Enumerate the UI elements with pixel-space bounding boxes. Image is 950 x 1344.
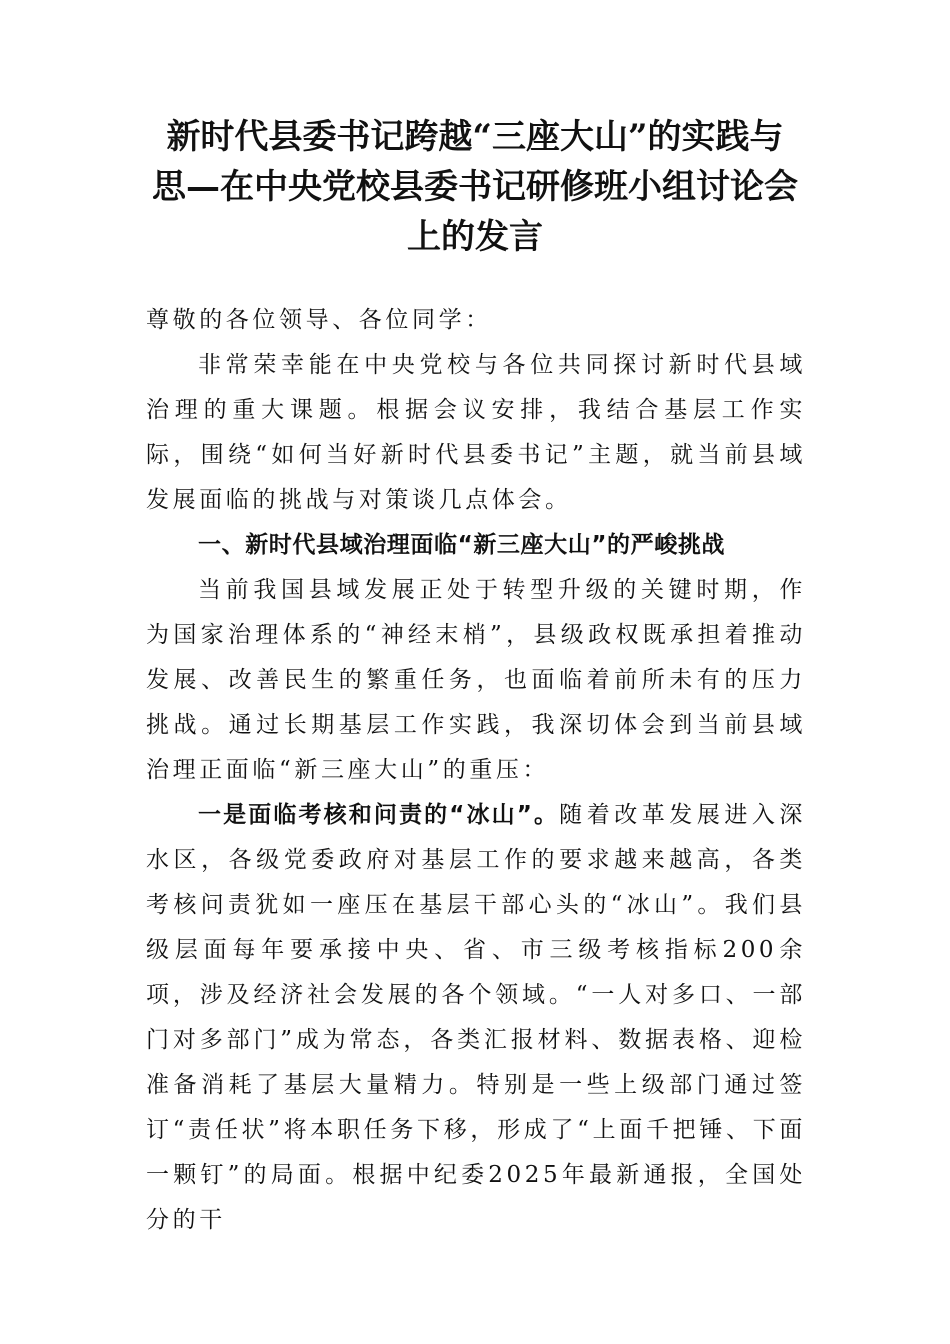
document-body	[146, 298, 806, 1243]
document-title: 新时代县委书记跨越“三座大山”的实践与思—在中央党校县委书记研修班小组讨论会上的发言	[152, 117, 798, 257]
point-1-paragraph	[146, 793, 806, 1243]
salutation: 尊敬的各位领导、各位同学：	[146, 307, 492, 333]
point-1-lead: 一是面临考核和问责的“冰山”。	[198, 802, 560, 828]
intro-paragraph: 非常荣幸能在中央党校与各位共同探讨新时代县域治理的重大课题。根据会议安排，我结合基层工作实际，围绕“如何当好新时代县委书记”主题，就当前县域发展面临的挑战与对策谈几点体会。	[146, 352, 806, 513]
section-1-paragraph: 当前我国县域发展正处于转型升级的关键时期，作为国家治理体系的“神经末梢”，县级政权既承担着推动发展、改善民生的繁重任务，也面临着前所未有的压力挑战。通过长期基层工作实践，我深切体会到当前县域治理正面临“新三座大山”的重压：	[146, 577, 806, 783]
section-heading-1: 一、新时代县域治理面临“新三座大山”的严峻挑战	[198, 532, 726, 558]
point-1-text: 随着改革发展进入深水区，各级党委政府对基层工作的要求越来越高，各类考核问责犹如一座压在基层干部心头的“冰山”。我们县级层面每年要承接中央、省、市三级考核指标200余项，涉及经济社会发展的各个领域。“一人对多口、一部门对多部门”成为常态，各类汇报材料、数据表格、迎检准备消耗了基层大量精力。特别是一些上级部门通过签订“责任状”将本职任务下移，形成了“上面千把锤、下面一颗钉”的局面。根据中纪委2025年最新通报，全国处分的干	[146, 802, 807, 1233]
